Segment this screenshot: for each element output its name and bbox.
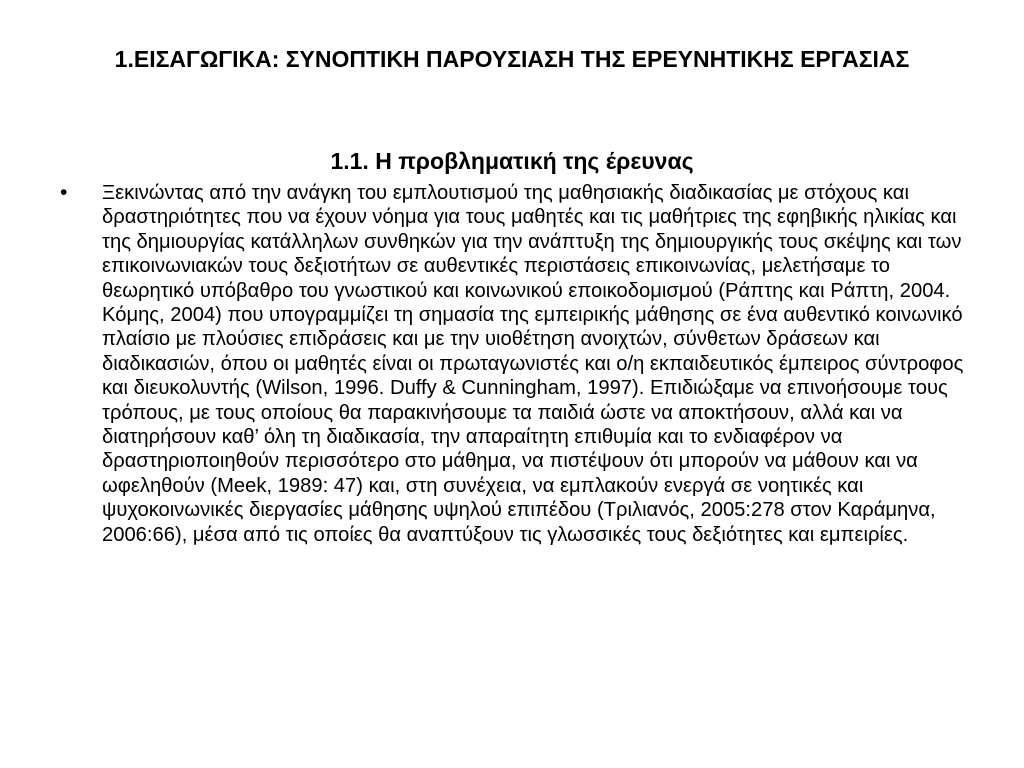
- slide-title: 1.ΕΙΣΑΓΩΓΙΚΑ: ΣΥΝΟΠΤΙΚΗ ΠΑΡΟΥΣΙΑΣΗ ΤΗΣ ΕΡΕΥΝΗΤΙΚΗΣ ΕΡΓΑΣΙΑΣ: [114, 46, 910, 72]
- section-subtitle: 1.1. Η προβληματική της έρευνας: [330, 148, 694, 174]
- bullet-marker: •: [60, 181, 68, 204]
- bullet-paragraph: Ξεκινώντας από την ανάγκη του εμπλουτισμού της μαθησιακής διαδικασίας με στόχους και δραστηριότητες που να έχουν νόημα για τους μαθητές και τις μαθήτριες της εφηβικής ηλικίας και της δημιουργίας κατάλληλων συνθηκών για την ανάπτυξη της δημιουργικής τους σκέψης και των επικοινωνιακών τους δεξιοτήτων σε αυθεντικές περιστάσεις επικοινωνίας, μελετήσαμε το θεωρητικό υπόβαθρο του γνωστικού και κοινωνικού εποικοδομισμού (Ράπτης και Ράπτη, 2004. Κόμης, 2004) που υπογραμμίζει τη σημασία της εμπειρικής μάθησης σε ένα αυθεντικό κοινωνικό πλαίσιο με πλούσιες επιδράσεις και με την υιοθέτηση ανοιχτών, σύνθετων δράσεων και διαδικασιών, όπου οι μαθητές είναι οι πρωταγωνιστές και ο/η εκπαιδευτικός έμπειρος σύντροφος και διευκολυντής (Wilson, 1996. Duffy & Cunningham, 1997). Επιδιώξαμε να επινοήσουμε τους τρόπους, με τους οποίους θα παρακινήσουμε τα παιδιά ώστε να αποκτήσουν, αλλά και να διατηρήσουν καθ’ όλη τη διαδικασία, την απαραίτητη επιθυμία και το ενδιαφέρον να δραστηριοποιηθούν περισσότερο στο μάθημα, να πιστέψουν ότι μπορούν να μάθουν και να ωφεληθούν (Meek, 1989: 47) και, στη συνέχεια, να εμπλακούν ενεργά σε νοητικές και ψυχοκοινωνικές διεργασίες μάθησης υψηλού επιπέδου (Τριλιανός, 2005:278 στον Καράμηνα, 2006:66), μέσα από τις οποίες θα αναπτύξουν τις γλωσσικές τους δεξιότητες και εμπειρίες.: [102, 182, 964, 546]
- bullet-item: [60, 181, 972, 547]
